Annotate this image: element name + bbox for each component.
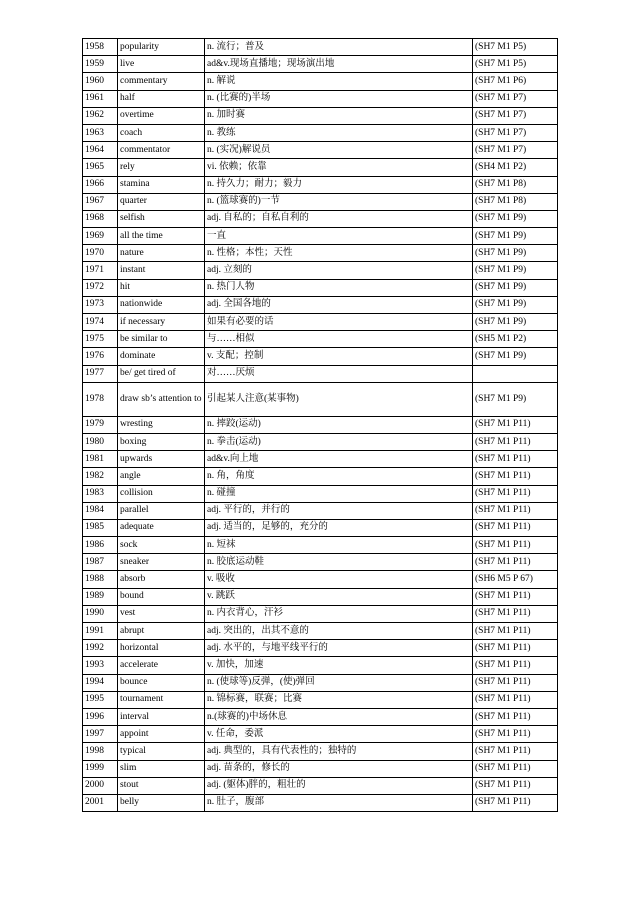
- entry-word: coach: [118, 124, 205, 141]
- entry-number: 1980: [83, 433, 118, 450]
- entry-definition: adj. 全国各地的: [205, 296, 473, 313]
- entry-source: (SH7 M1 P9): [473, 262, 558, 279]
- table-row: [83, 90, 558, 107]
- entry-source: (SH7 M1 P7): [473, 90, 558, 107]
- entry-source: (SH7 M1 P11): [473, 451, 558, 468]
- entry-source: (SH7 M1 P7): [473, 107, 558, 124]
- entry-word: selfish: [118, 210, 205, 227]
- entry-number: 1961: [83, 90, 118, 107]
- table-row: [83, 708, 558, 725]
- entry-word: if necessary: [118, 314, 205, 331]
- vocabulary-table: [82, 38, 558, 812]
- entry-source: (SH7 M1 P11): [473, 760, 558, 777]
- entry-number: 1974: [83, 314, 118, 331]
- table-row: [83, 279, 558, 296]
- entry-word: abrupt: [118, 623, 205, 640]
- entry-source: (SH7 M1 P11): [473, 623, 558, 640]
- entry-source: (SH7 M1 P11): [473, 416, 558, 433]
- table-row: [83, 657, 558, 674]
- table-row: [83, 262, 558, 279]
- entry-number: 1975: [83, 331, 118, 348]
- table-row: [83, 228, 558, 245]
- table-row: [83, 433, 558, 450]
- entry-number: 1998: [83, 743, 118, 760]
- entry-word: popularity: [118, 39, 205, 56]
- entry-definition: n. (比赛的)半场: [205, 90, 473, 107]
- entry-source: (SH7 M1 P9): [473, 314, 558, 331]
- entry-definition: adj. 适当的，足够的，充分的: [205, 519, 473, 536]
- entry-definition: n. 锦标赛，联赛；比赛: [205, 691, 473, 708]
- table-row: [83, 777, 558, 794]
- entry-word: bound: [118, 588, 205, 605]
- entry-source: (SH7 M1 P5): [473, 56, 558, 73]
- entry-number: 1959: [83, 56, 118, 73]
- entry-definition: n. 教练: [205, 124, 473, 141]
- entry-number: 1994: [83, 674, 118, 691]
- entry-definition: n. 角，角度: [205, 468, 473, 485]
- entry-definition: n. (篮球赛的)一节: [205, 193, 473, 210]
- table-row: [83, 39, 558, 56]
- entry-definition: n. 性格；本性；天性: [205, 245, 473, 262]
- table-row: [83, 142, 558, 159]
- entry-source: (SH7 M1 P5): [473, 39, 558, 56]
- table-row: [83, 674, 558, 691]
- table-row: [83, 760, 558, 777]
- entry-word: horizontal: [118, 640, 205, 657]
- entry-word: typical: [118, 743, 205, 760]
- table-row: [83, 451, 558, 468]
- table-row: [83, 56, 558, 73]
- entry-word: rely: [118, 159, 205, 176]
- entry-word: commentary: [118, 73, 205, 90]
- entry-source: (SH7 M1 P11): [473, 588, 558, 605]
- entry-number: 1965: [83, 159, 118, 176]
- entry-source: (SH7 M1 P11): [473, 777, 558, 794]
- entry-number: 1996: [83, 708, 118, 725]
- table-row: [83, 365, 558, 382]
- entry-definition: n. 碰撞: [205, 485, 473, 502]
- table-row: [83, 176, 558, 193]
- entry-definition: 引起某人注意(某事物): [205, 382, 473, 416]
- entry-definition: n. 胶底运动鞋: [205, 554, 473, 571]
- entry-number: 1977: [83, 365, 118, 382]
- entry-word: collision: [118, 485, 205, 502]
- entry-definition: n. 内衣背心，汗衫: [205, 605, 473, 622]
- entry-number: 1991: [83, 623, 118, 640]
- entry-word: adequate: [118, 519, 205, 536]
- entry-word: interval: [118, 708, 205, 725]
- table-row: [83, 468, 558, 485]
- entry-definition: adj. 苗条的，修长的: [205, 760, 473, 777]
- table-row: [83, 331, 558, 348]
- table-row: [83, 348, 558, 365]
- vocabulary-table-body: [83, 39, 558, 812]
- entry-definition: ad&v.现场直播地；现场演出地: [205, 56, 473, 73]
- entry-source: (SH7 M1 P9): [473, 279, 558, 296]
- entry-source: (SH6 M5 P 67): [473, 571, 558, 588]
- table-row: [83, 107, 558, 124]
- entry-definition: v. 吸收: [205, 571, 473, 588]
- entry-number: 1988: [83, 571, 118, 588]
- entry-word: wresting: [118, 416, 205, 433]
- entry-word: accelerate: [118, 657, 205, 674]
- entry-number: 1966: [83, 176, 118, 193]
- entry-source: (SH7 M1 P9): [473, 245, 558, 262]
- entry-number: 1979: [83, 416, 118, 433]
- entry-definition: n. 摔跤(运动): [205, 416, 473, 433]
- entry-word: appoint: [118, 726, 205, 743]
- entry-definition: adj. 典型的，具有代表性的；独特的: [205, 743, 473, 760]
- entry-number: 1971: [83, 262, 118, 279]
- entry-number: 1963: [83, 124, 118, 141]
- entry-word: nationwide: [118, 296, 205, 313]
- entry-definition: n. 流行；普及: [205, 39, 473, 56]
- entry-number: 1973: [83, 296, 118, 313]
- entry-definition: adj. (躯体)胖的，粗壮的: [205, 777, 473, 794]
- entry-word: quarter: [118, 193, 205, 210]
- entry-word: absorb: [118, 571, 205, 588]
- entry-word: nature: [118, 245, 205, 262]
- table-row: [83, 416, 558, 433]
- entry-word: half: [118, 90, 205, 107]
- entry-definition: adj. 立刻的: [205, 262, 473, 279]
- entry-definition: n. 持久力；耐力；毅力: [205, 176, 473, 193]
- table-row: [83, 571, 558, 588]
- entry-source: (SH7 M1 P11): [473, 502, 558, 519]
- table-row: [83, 73, 558, 90]
- entry-word: upwards: [118, 451, 205, 468]
- table-row: [83, 193, 558, 210]
- entry-source: (SH7 M1 P11): [473, 743, 558, 760]
- entry-definition: 如果有必要的话: [205, 314, 473, 331]
- table-row: [83, 588, 558, 605]
- entry-source: (SH7 M1 P11): [473, 640, 558, 657]
- entry-definition: n. 加时赛: [205, 107, 473, 124]
- entry-number: 1990: [83, 605, 118, 622]
- table-row: [83, 623, 558, 640]
- entry-word: all the time: [118, 228, 205, 245]
- table-row: [83, 726, 558, 743]
- entry-source: (SH7 M1 P6): [473, 73, 558, 90]
- entry-number: 1986: [83, 537, 118, 554]
- entry-number: 1997: [83, 726, 118, 743]
- entry-definition: v. 加快，加速: [205, 657, 473, 674]
- entry-word: sneaker: [118, 554, 205, 571]
- table-row: [83, 314, 558, 331]
- table-row: [83, 296, 558, 313]
- entry-number: 2000: [83, 777, 118, 794]
- entry-number: 1989: [83, 588, 118, 605]
- entry-definition: n. (实况)解说员: [205, 142, 473, 159]
- entry-number: 1964: [83, 142, 118, 159]
- entry-number: 1968: [83, 210, 118, 227]
- entry-word: sock: [118, 537, 205, 554]
- entry-source: (SH7 M1 P11): [473, 657, 558, 674]
- entry-source: (SH5 M1 P2): [473, 331, 558, 348]
- entry-word: instant: [118, 262, 205, 279]
- entry-definition: n. 肚子，腹部: [205, 794, 473, 811]
- entry-source: (SH7 M1 P11): [473, 468, 558, 485]
- entry-definition: n. (使球等)反弹，(使)弹回: [205, 674, 473, 691]
- entry-word: draw sb’s attention to: [118, 382, 205, 416]
- entry-word: slim: [118, 760, 205, 777]
- entry-number: 1976: [83, 348, 118, 365]
- entry-word: stout: [118, 777, 205, 794]
- entry-number: 1960: [83, 73, 118, 90]
- entry-source: (SH7 M1 P11): [473, 433, 558, 450]
- entry-definition: adj. 自私的；自私自利的: [205, 210, 473, 227]
- entry-definition: n. 热门人物: [205, 279, 473, 296]
- entry-number: 1984: [83, 502, 118, 519]
- entry-definition: n. 解说: [205, 73, 473, 90]
- entry-number: 1978: [83, 382, 118, 416]
- entry-number: 2001: [83, 794, 118, 811]
- entry-source: (SH7 M1 P9): [473, 228, 558, 245]
- entry-definition: 对……厌烦: [205, 365, 473, 382]
- table-row: [83, 245, 558, 262]
- table-row: [83, 640, 558, 657]
- entry-number: 1958: [83, 39, 118, 56]
- entry-definition: n. 短袜: [205, 537, 473, 554]
- entry-source: (SH7 M1 P9): [473, 382, 558, 416]
- entry-source: (SH7 M1 P8): [473, 193, 558, 210]
- entry-source: (SH7 M1 P9): [473, 210, 558, 227]
- entry-number: 1992: [83, 640, 118, 657]
- table-row: [83, 691, 558, 708]
- entry-word: vest: [118, 605, 205, 622]
- entry-number: 1981: [83, 451, 118, 468]
- entry-word: overtime: [118, 107, 205, 124]
- table-row: [83, 124, 558, 141]
- entry-source: (SH7 M1 P11): [473, 794, 558, 811]
- entry-word: parallel: [118, 502, 205, 519]
- entry-source: (SH7 M1 P11): [473, 537, 558, 554]
- table-row: [83, 605, 558, 622]
- table-row: [83, 382, 558, 416]
- entry-source: (SH7 M1 P8): [473, 176, 558, 193]
- entry-source: (SH7 M1 P9): [473, 348, 558, 365]
- entry-word: angle: [118, 468, 205, 485]
- entry-word: commentator: [118, 142, 205, 159]
- entry-word: bounce: [118, 674, 205, 691]
- entry-definition: 一直: [205, 228, 473, 245]
- entry-source: (SH7 M1 P7): [473, 142, 558, 159]
- entry-number: 1967: [83, 193, 118, 210]
- table-row: [83, 519, 558, 536]
- entry-definition: vi. 依赖；依靠: [205, 159, 473, 176]
- entry-source: (SH4 M1 P2): [473, 159, 558, 176]
- entry-source: (SH7 M1 P11): [473, 485, 558, 502]
- entry-number: 1995: [83, 691, 118, 708]
- entry-number: 1962: [83, 107, 118, 124]
- entry-word: be/ get tired of: [118, 365, 205, 382]
- entry-source: (SH7 M1 P9): [473, 296, 558, 313]
- entry-definition: n. 拳击(运动): [205, 433, 473, 450]
- table-row: [83, 485, 558, 502]
- table-row: [83, 159, 558, 176]
- entry-number: 1999: [83, 760, 118, 777]
- entry-source: [473, 365, 558, 382]
- entry-definition: adj. 突出的，出其不意的: [205, 623, 473, 640]
- entry-source: (SH7 M1 P11): [473, 691, 558, 708]
- entry-source: (SH7 M1 P11): [473, 554, 558, 571]
- table-row: [83, 794, 558, 811]
- entry-source: (SH7 M1 P11): [473, 605, 558, 622]
- entry-number: 1972: [83, 279, 118, 296]
- entry-word: stamina: [118, 176, 205, 193]
- entry-source: (SH7 M1 P11): [473, 674, 558, 691]
- table-row: [83, 502, 558, 519]
- entry-number: 1982: [83, 468, 118, 485]
- entry-number: 1987: [83, 554, 118, 571]
- entry-definition: 与……相似: [205, 331, 473, 348]
- entry-word: dominate: [118, 348, 205, 365]
- entry-word: be similar to: [118, 331, 205, 348]
- entry-source: (SH7 M1 P11): [473, 708, 558, 725]
- entry-number: 1985: [83, 519, 118, 536]
- table-row: [83, 210, 558, 227]
- entry-definition: adj. 平行的，并行的: [205, 502, 473, 519]
- entry-definition: ad&v.向上地: [205, 451, 473, 468]
- entry-word: tournament: [118, 691, 205, 708]
- entry-word: belly: [118, 794, 205, 811]
- entry-source: (SH7 M1 P11): [473, 519, 558, 536]
- entry-number: 1969: [83, 228, 118, 245]
- entry-word: live: [118, 56, 205, 73]
- table-row: [83, 554, 558, 571]
- entry-number: 1970: [83, 245, 118, 262]
- entry-definition: n.(球赛的)中场休息: [205, 708, 473, 725]
- entry-definition: v. 任命，委派: [205, 726, 473, 743]
- entry-definition: adj. 水平的，与地平线平行的: [205, 640, 473, 657]
- entry-word: boxing: [118, 433, 205, 450]
- entry-definition: v. 跳跃: [205, 588, 473, 605]
- table-row: [83, 537, 558, 554]
- entry-number: 1983: [83, 485, 118, 502]
- entry-source: (SH7 M1 P7): [473, 124, 558, 141]
- table-row: [83, 743, 558, 760]
- entry-number: 1993: [83, 657, 118, 674]
- entry-definition: v. 支配；控制: [205, 348, 473, 365]
- entry-source: (SH7 M1 P11): [473, 726, 558, 743]
- entry-word: hit: [118, 279, 205, 296]
